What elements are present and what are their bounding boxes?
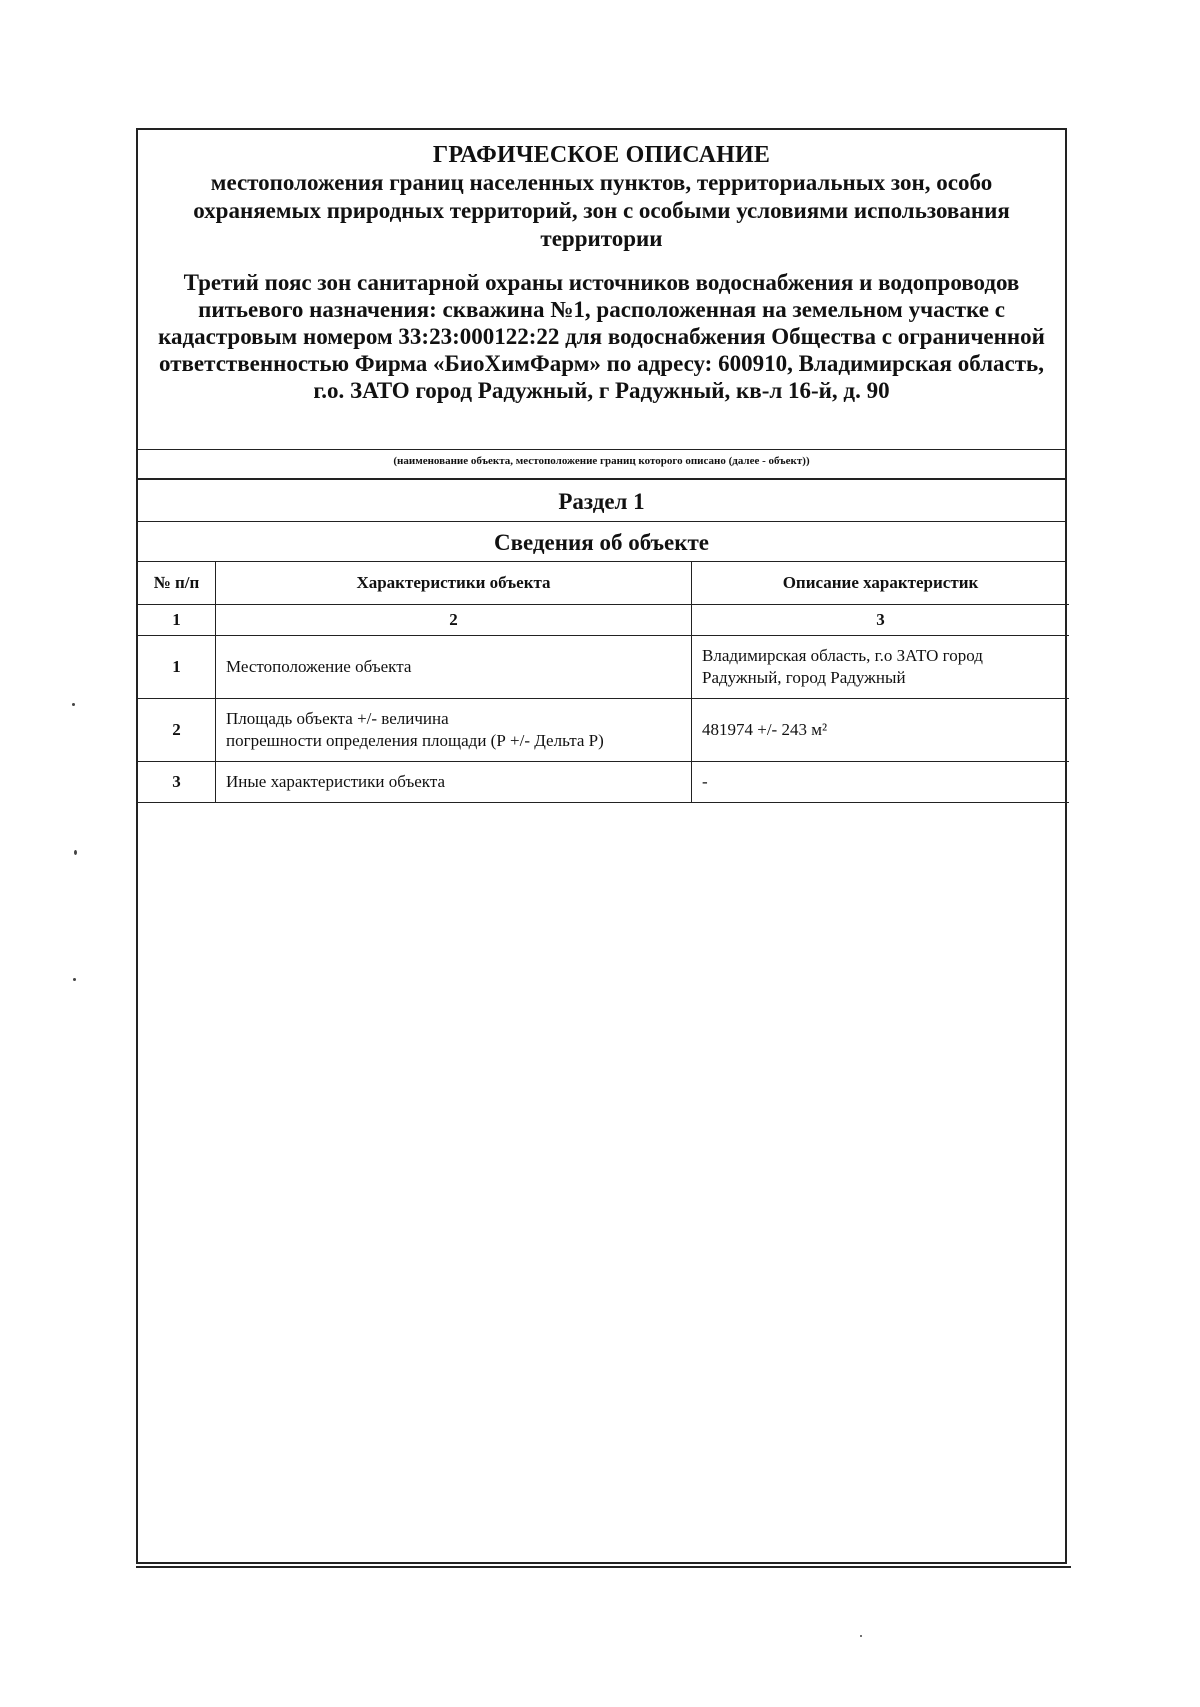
section-subtitle: Сведения об объекте: [138, 522, 1065, 562]
section-title: Раздел 1: [138, 480, 1065, 522]
column-number-row: [138, 605, 1069, 636]
object-name: Третий пояс зон санитарной охраны источников водоснабжения и водопроводов питьевого назначения: скважина №1, расположенная на земельном участке с кадастровым номером 33:23:000122:22 для водоснабжения Общества с ограниченной ответственностью Фирма «БиоХимФарм» по адресу: 600910, Владимирская область, г.о. ЗАТО город Радужный, г Радужный, кв-л 16-й, д. 90: [158, 270, 1045, 403]
column-number: 1: [138, 605, 216, 636]
row-characteristic-line: Площадь объекта +/- величина: [226, 709, 449, 728]
document-subtitle: местоположения границ населенных пунктов, территориальных зон, особо охраняемых природных территорий, зон с особыми условиями использования территории: [193, 170, 1010, 251]
row-number: 3: [138, 762, 216, 803]
table-row: [138, 699, 1069, 762]
column-number: 2: [216, 605, 692, 636]
row-characteristic: Иные характеристики объекта: [216, 762, 692, 803]
row-description: [692, 636, 1070, 699]
row-number: 2: [138, 699, 216, 762]
row-description: 481974 +/- 243 м²: [692, 699, 1070, 762]
row-description-line: Радужный, город Радужный: [702, 668, 906, 687]
table-row: [138, 762, 1069, 803]
row-description: -: [692, 762, 1070, 803]
row-description-line: Владимирская область, г.о ЗАТО город: [702, 646, 983, 665]
table-header-row: [138, 562, 1069, 605]
scan-speck: [74, 850, 77, 855]
row-characteristic: [216, 699, 692, 762]
document-header: [138, 130, 1065, 450]
scan-speck: [73, 978, 76, 981]
column-number: 3: [692, 605, 1070, 636]
row-characteristic-line: погрешности определения площади (Р +/- Дельта Р): [226, 731, 604, 750]
scan-speck: [860, 1635, 862, 1637]
scan-speck: [72, 703, 75, 706]
object-properties-table: [138, 562, 1069, 803]
column-header-number: № п/п: [138, 562, 216, 605]
column-header-description: Описание характеристик: [692, 562, 1070, 605]
document-frame: [136, 128, 1067, 1564]
object-caption: (наименование объекта, местоположение границ которого описано (далее - объект)): [138, 450, 1065, 480]
document-title: ГРАФИЧЕСКОЕ ОПИСАНИЕ: [432, 142, 771, 168]
frame-bottom-line: [136, 1566, 1071, 1568]
column-header-characteristic: Характеристики объекта: [216, 562, 692, 605]
row-number: 1: [138, 636, 216, 699]
row-characteristic: Местоположение объекта: [216, 636, 692, 699]
table-row: [138, 636, 1069, 699]
